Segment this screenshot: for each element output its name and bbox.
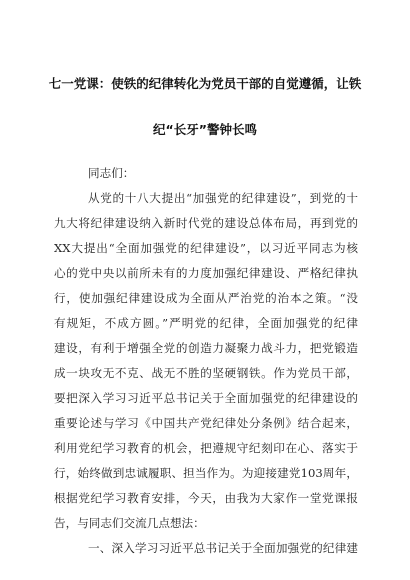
paragraph-line: 利用党纪学习教育的机会，把遵规守纪刻印在心、落实于 xyxy=(54,441,358,455)
paragraph-line: 行，使加强纪律建设成为全面从严治党的治本之策。“没 xyxy=(54,291,358,305)
paragraph-line: 要把深入学习习近平总书记关于全面加强党的纪律建设的 xyxy=(54,391,358,405)
document-title-line-2: 纪“长牙”警钟长鸣 xyxy=(153,122,257,137)
paragraph-line: 根据党纪学习教育安排，今天，由我为大家作一堂党课报 xyxy=(54,491,358,505)
paragraph-line: 成一块攻无不克、战无不胜的坚硬钢铁。作为党员干部， xyxy=(54,366,358,380)
paragraph-line: XX大提出“全面加强党的纪律建设”，以习近平同志为核 xyxy=(54,241,358,255)
paragraph-line: 告，与同志们交流几点想法： xyxy=(54,516,205,530)
document-title-line-1: 七一党课：使铁的纪律转化为党员干部的自觉遵循，让铁 xyxy=(48,76,362,91)
paragraph-line: 心的党中央以前所未有的力度加强纪律建设、严格纪律执 xyxy=(54,266,358,280)
section-heading-line: 一、深入学习习近平总书记关于全面加强党的纪律建 xyxy=(88,541,358,555)
paragraph-line: 有规矩，不成方圆。”严明党的纪律，全面加强党的纪律 xyxy=(54,316,358,330)
paragraph-line: 从党的十八大提出“加强党的纪律建设”，到党的十 xyxy=(88,191,358,205)
paragraph-line: 重要论述与学习《中国共产党纪律处分条例》结合起来， xyxy=(54,416,358,430)
paragraph-line: 建设，有利于增强全党的创造力凝聚力战斗力，把党锻造 xyxy=(54,341,358,355)
salutation: 同志们： xyxy=(88,166,135,180)
paragraph-line: 九大将纪律建设纳入新时代党的建设总体布局，再到党的 xyxy=(54,216,358,230)
paragraph-line: 行，始终做到忠诚履职、担当作为。为迎接建党103周年， xyxy=(54,466,358,480)
